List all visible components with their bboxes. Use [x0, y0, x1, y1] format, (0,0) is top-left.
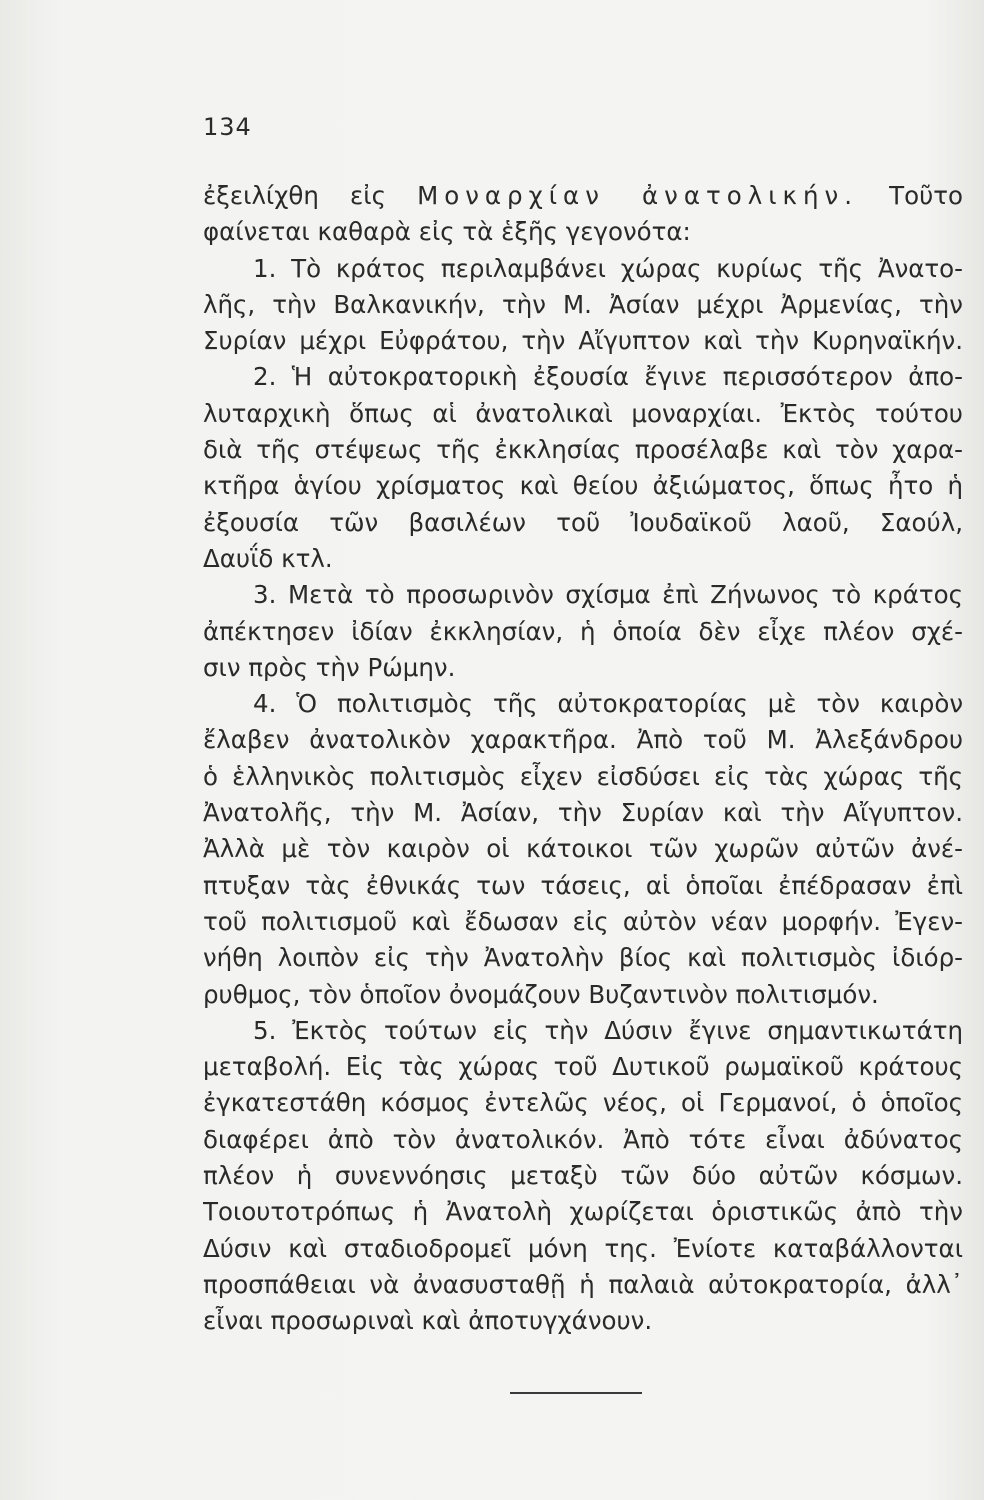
text-line: Συρίαν μέχρι Εὐφράτου, τὴν Αἴγυπτον καὶ τὴν Κυρηναϊκήν. [203, 326, 963, 356]
text-line: τοῦ πολιτισμοῦ καὶ ἔδωσαν εἰς αὐτὸν νέαν μορφήν. Ἐγεν- [203, 906, 963, 936]
text-line: πλέον ἡ συνεννόησις μεταξὺ τῶν δύο αὐτῶν κόσμων. [203, 1161, 963, 1191]
text-line-pre: ἐξειλίχθη εἰς [203, 181, 418, 210]
text-line: λυταρχικὴ ὅπως αἱ ἀνατολικαὶ μοναρχίαι. Ἐκτὸς τούτου [203, 398, 963, 428]
text-line: προσπάθειαι νὰ ἀνασυσταθῇ ἡ παλαιὰ αὐτοκρατορία, ἀλλ᾽ [203, 1269, 963, 1299]
text-line: Ἀνατολῆς, τὴν Μ. Ἀσίαν, τὴν Συρίαν καὶ τὴν Αἴγυπτον. [203, 798, 963, 828]
text-line-post: Τοῦτο [857, 181, 963, 210]
page-number: 134 [203, 113, 252, 141]
text-line: 3. Μετὰ τὸ προσωρινὸν σχίσμα ἐπὶ Ζήνωνος τὸ κράτος [253, 580, 963, 610]
text-line: λῆς, τὴν Βαλκανικήν, τὴν Μ. Ἀσίαν μέχρι Ἀρμενίας, τὴν [203, 289, 963, 319]
text-line: Δαυΐδ κτλ. [203, 543, 333, 573]
text-line: 2. Ἡ αὐτοκρατορικὴ ἐξουσία ἔγινε περισσότερον ἀπο- [253, 362, 963, 392]
text-line: 1. Τὸ κράτος περιλαμβάνει χώρας κυρίως τῆς Ἀνατο- [253, 253, 963, 283]
text-line: διαφέρει ἀπὸ τὸν ἀνατολικόν. Ἀπὸ τότε εἶναι ἀδύνατος [203, 1124, 963, 1154]
text-line: 5. Ἐκτὸς τούτων εἰς τὴν Δύσιν ἔγινε σημαντικωτάτη [253, 1015, 963, 1045]
body-text [203, 178, 963, 1340]
spaced-emphasis: Μοναρχίαν ἀνατολικήν. [417, 181, 858, 210]
text-line: ἔλαβεν ἀνατολικὸν χαρακτῆρα. Ἀπὸ τοῦ Μ. Ἀλεξάνδρου [203, 725, 963, 755]
text-line: ὁ ἑλληνικὸς πολιτισμὸς εἶχεν εἰσδύσει εἰς τὰς χώρας τῆς [203, 761, 963, 791]
text-line: ἐγκατεστάθη κόσμος ἐντελῶς νέος, οἱ Γερμανοί, ὁ ὁποῖος [203, 1088, 963, 1118]
text-line: Δύσιν καὶ σταδιοδρομεῖ μόνη της. Ἐνίοτε καταβάλλονται [203, 1233, 963, 1263]
text-line: νήθη λοιπὸν εἰς τὴν Ἀνατολὴν βίος καὶ πολιτισμὸς ἰδιόρ- [203, 943, 963, 973]
text-line: ἐξουσία τῶν βασιλέων τοῦ Ἰουδαϊκοῦ λαοῦ, Σαούλ, [203, 507, 963, 537]
text-line: κτῆρα ἁγίου χρίσματος καὶ θείου ἀξιώματος, ὅπως ἦτο ἡ [203, 471, 963, 501]
text-line [203, 178, 963, 214]
text-line: μεταβολή. Εἰς τὰς χώρας τοῦ Δυτικοῦ ρωμαϊκοῦ κράτους [203, 1052, 963, 1082]
text-line: Τοιουτοτρόπως ἡ Ἀνατολὴ χωρίζεται ὁριστικῶς ἀπὸ τὴν [203, 1197, 963, 1227]
text-line: πτυξαν τὰς ἐθνικάς των τάσεις, αἱ ὁποῖαι ἐπέδρασαν ἐπὶ [203, 870, 963, 900]
text-line: εἶναι προσωριναὶ καὶ ἀποτυγχάνουν. [203, 1306, 653, 1336]
text-line: 4. Ὁ πολιτισμὸς τῆς αὐτοκρατορίας μὲ τὸν καιρὸν [253, 689, 963, 719]
text-line: ἀπέκτησεν ἰδίαν ἐκκλησίαν, ἡ ὁποία δὲν εἶχε πλέον σχέ- [203, 616, 963, 646]
text-line: ρυθμος, τὸν ὁποῖον ὀνομάζουν Βυζαντινὸν πολιτισμόν. [203, 979, 879, 1009]
text-line: Ἀλλὰ μὲ τὸν καιρὸν οἱ κάτοικοι τῶν χωρῶν αὐτῶν ἀνέ- [203, 834, 963, 864]
text-line: φαίνεται καθαρὰ εἰς τὰ ἑξῆς γεγονότα: [203, 217, 691, 247]
footer-rule [510, 1392, 642, 1394]
text-line: σιν πρὸς τὴν Ρώμην. [203, 652, 456, 682]
text-line: διὰ τῆς στέψεως τῆς ἐκκλησίας προσέλαβε καὶ τὸν χαρα- [203, 435, 963, 465]
